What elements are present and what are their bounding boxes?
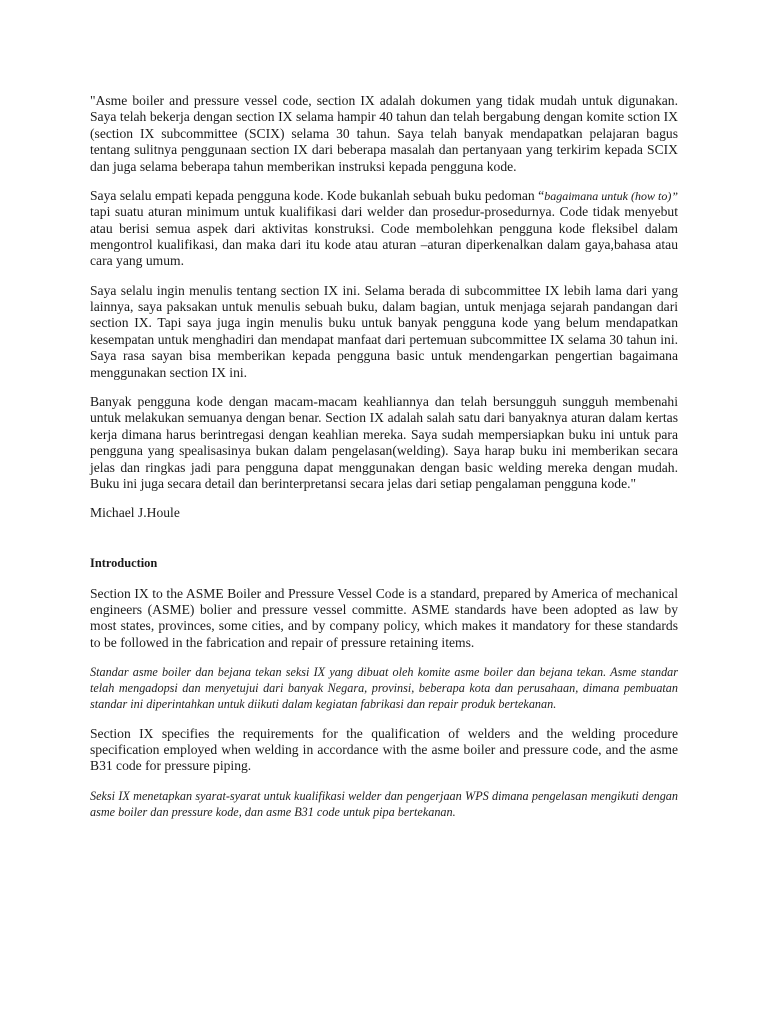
introduction-paragraph-1-translation: Standar asme boiler dan bejana tekan seksi IX yang dibuat oleh komite asme boiler dan bejana tekan. Asme standar telah mengadopsi dan menyetujui dari banyak Negara, provinsi, beberapa kota dan perusahaan, dimana pembuatan standar ini diperintahkan untuk diikuti dalam kegiatan fabrikasi dan repair produk bertekanan.: [90, 664, 678, 712]
quote-paragraph-2: [90, 188, 678, 270]
quote-signature: Michael J.Houle: [90, 505, 180, 521]
quote-emphasis-how-to: bagaimana untuk (how to)”: [544, 188, 678, 203]
quote-paragraph-2-start: Saya selalu empati kepada pengguna kode. Kode bukanlah sebuah buku pedoman “: [90, 187, 545, 203]
quote-paragraph-3: Saya selalu ingin menulis tentang section IX ini. Selama berada di subcommittee IX lebih lama dari yang lainnya, saya paksakan untuk menulis sebuah buku, dalam bagian, untuk menjaga sejarah pandangan dari section IX. Tapi saya juga ingin menulis buku untuk banyak pengguna kode yang belum mendapatkan kesempatan untuk menghadiri dan mendapat manfaat dari pertemuan subcommittee IX selama 30 tahun ini. Saya rasa sayan bisa memberikan kepada pengguna basic untuk mendengarkan pengertian bagaimana menggunakan section IX ini.: [90, 282, 678, 380]
quote-paragraph-1: "Asme boiler and pressure vessel code, section IX adalah dokumen yang tidak mudah untuk digunakan. Saya telah bekerja dengan section IX selama hampir 40 tahun dan telah bergabung dengan komite sction IX (section IX subcommittee (SCIX) selama 30 tahun. Saya telah banyak mendapatkan pelajaran bagus tentang sulitnya penggunaan section IX dari beberapa masalah dan pertanyaan yang terkirim kepada SCIX dan juga selama beberapa tahun memberikan instruksi kepada pengguna kode.: [90, 93, 678, 174]
introduction-heading: Introduction: [90, 555, 158, 570]
introduction-paragraph-2-translation: Seksi IX menetapkan syarat-syarat untuk kualifikasi welder dan pengerjaan WPS dimana pengelasan mengikuti dengan asme boiler dan pressure kode, dan asme B31 code untuk pipa bertekanan.: [90, 788, 678, 819]
introduction-paragraph-2: Section IX specifies the requirements for the qualification of welders and the welding procedure specification employed when welding in accordance with the asme boiler and pressure code, and the asme B31 code for pressure piping.: [90, 725, 678, 774]
quote-paragraph-4: Banyak pengguna kode dengan macam-macam keahliannya dan telah bersungguh sungguh membenahi untuk melakukan semuanya dengan benar. Section IX adalah salah satu dari banyaknya aturan dalam kertas kerja dimana harus berintregasi dengan keahlian mereka. Saya sudah mempersiapkan buku ini untuk para pengguna yang spealisasinya bukan dalam pengelasan(welding). Saya harap buku ini memberikan secara jelas dan ringkas jadi para pengguna dapat menggunakan dengan basic welding mereka dengan mudah. Buku ini juga secara detail dan berinterpretansi secara jelas dari setiap pengalaman pengguna kode.": [90, 393, 678, 491]
introduction-paragraph-1: Section IX to the ASME Boiler and Pressure Vessel Code is a standard, prepared by America of mechanical engineers (ASME) bolier and pressure vessel committe. ASME standards have been adopted as law by most states, provinces, some cities, and by company policy, which makes it mandatory for these standards to be followed in the fabrication and repair of pressure retaining items.: [90, 585, 678, 650]
quote-paragraph-2-end: tapi suatu aturan minimum untuk kualifikasi dari welder dan prosedur-prosedurnya. Code tidak menyebut atau berisi semua aspek dari aktivitas konstruksi. Code membolehkan pengguna kode fleksibel dalam mengontrol kualifikasi, dan maka dari itu kode atau aturan –aturan diperkenalkan dalam gaya,bahasa atau cara yang umum.: [90, 204, 678, 269]
